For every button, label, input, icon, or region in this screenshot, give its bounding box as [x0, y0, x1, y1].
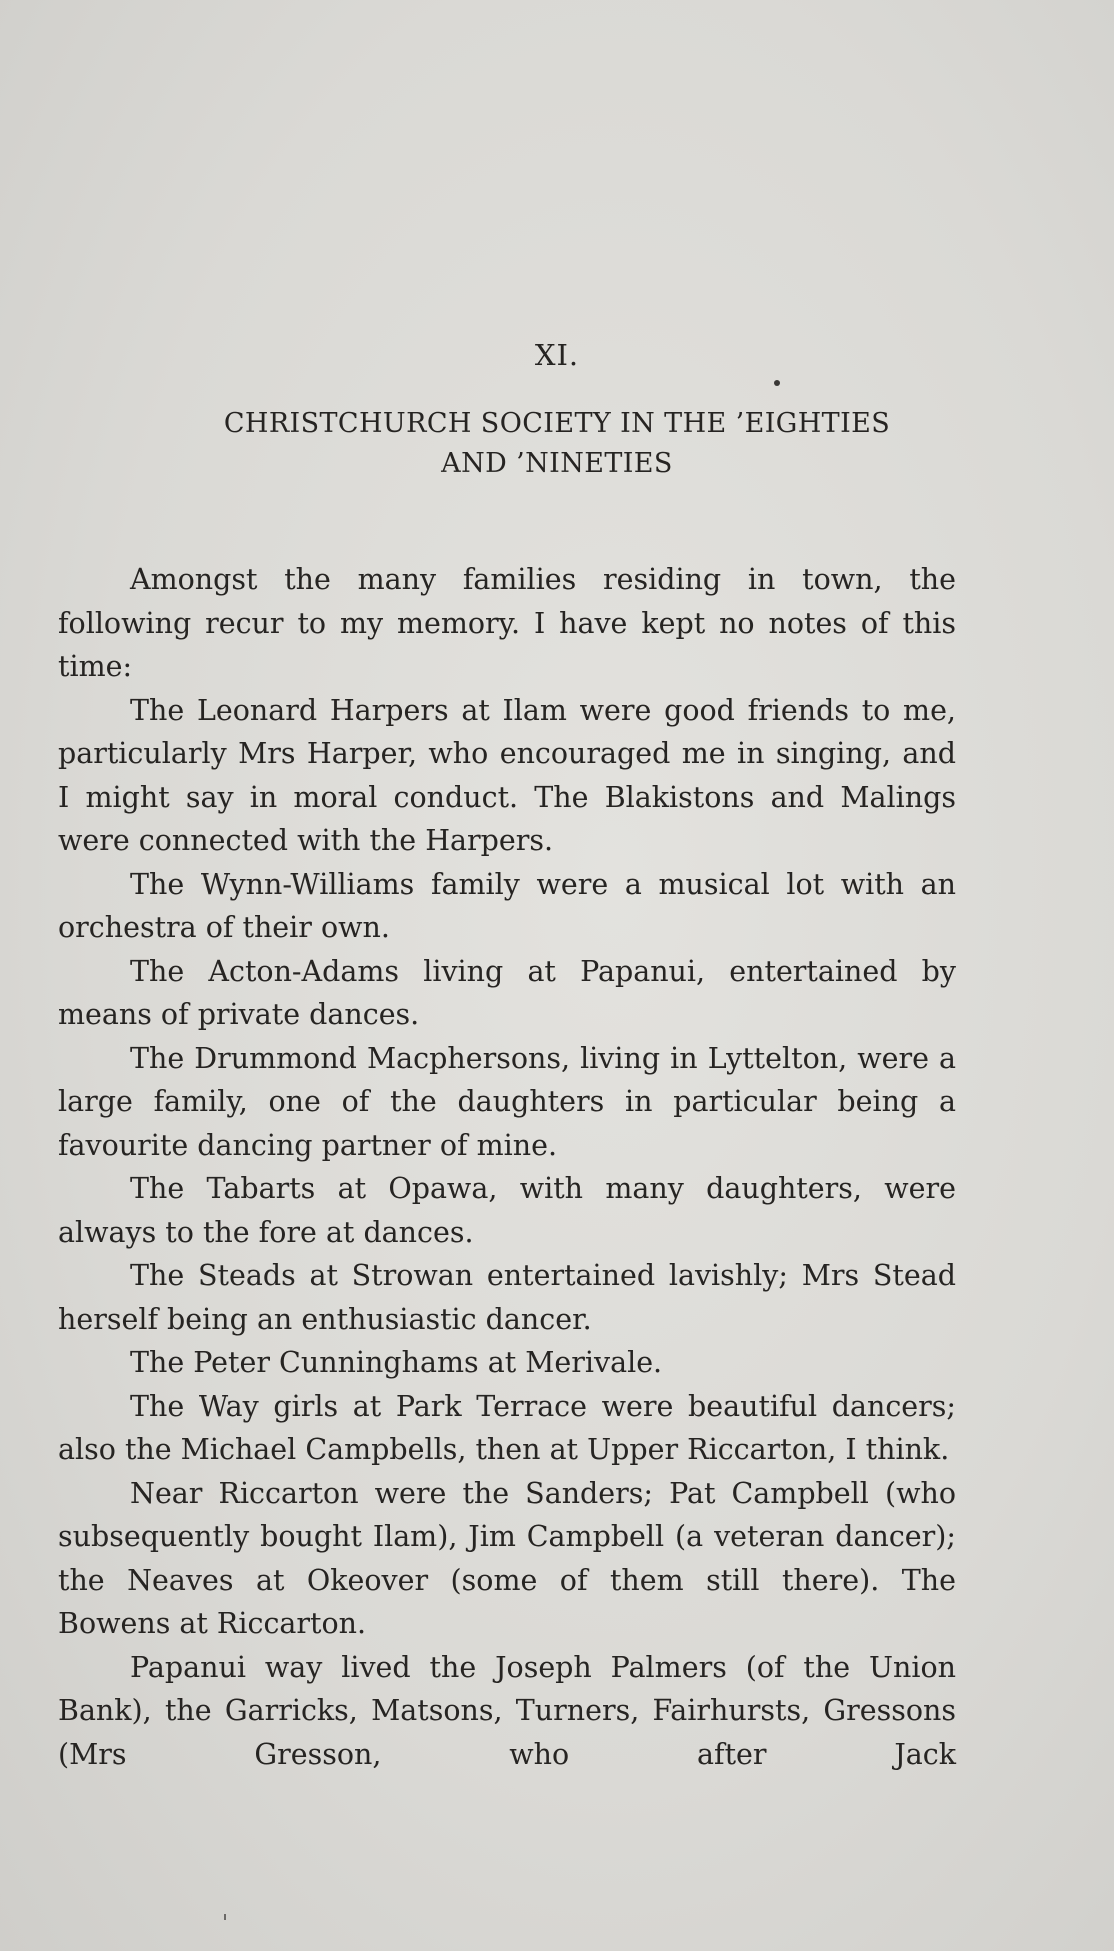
paragraph-families-intro: Amongst the many families residing in town, the following recur to my memory. I have kept no notes of this time: — [58, 563, 956, 683]
print-speck — [774, 380, 780, 386]
paragraph-wynn-williams: The Wynn-Williams family were a musical lot with an orchestra of their own. — [58, 867, 956, 944]
chapter-title — [0, 404, 1114, 484]
paragraph-riccarton: Near Riccarton were the Sanders; Pat Campbell (who subsequently bought Ilam), Jim Campbell (a veteran dancer); the Neaves at Okeover (some of them still there). The Bowens at Riccarton. — [58, 1476, 956, 1640]
paragraph-cunninghams: The Peter Cunninghams at Merivale. — [130, 1346, 663, 1379]
chapter-title-line-2: AND ’NINETIES — [441, 448, 673, 479]
paragraph-acton-adams: The Acton-Adams living at Papanui, entertained by means of private dances. — [58, 954, 956, 1031]
chapter-body — [58, 558, 956, 1776]
paragraph-papanui: Papanui way lived the Joseph Palmers (of the Union Bank), the Garricks, Matsons, Turners, Fairhursts, Gressons (Mrs Gresson, who after Jack — [58, 1650, 956, 1771]
paragraph-harpers: The Leonard Harpers at Ilam were good friends to me, particularly Mrs Harper, who encouraged me in singing, and I might say in moral conduct. The Blakistons and Malings were connected with the Harpers. — [58, 693, 956, 857]
paragraph-macphersons: The Drummond Macphersons, living in Lyttelton, were a large family, one of the daughters in particular being a favourite dancing partner of mine. — [58, 1041, 956, 1162]
paragraph-steads: The Steads at Strowan entertained lavishly; Mrs Stead herself being an enthusiastic dancer. — [58, 1259, 956, 1336]
chapter-number: XI. — [534, 338, 580, 372]
paragraph-tabarts: The Tabarts at Opawa, with many daughters, were always to the fore at dances. — [58, 1172, 956, 1249]
print-speck — [224, 1914, 226, 1920]
paragraph-way-girls: The Way girls at Park Terrace were beautiful dancers; also the Michael Campbells, then at Upper Riccarton, I think. — [58, 1389, 956, 1466]
chapter-title-line-1: CHRISTCHURCH SOCIETY IN THE ’EIGHTIES — [223, 408, 891, 439]
